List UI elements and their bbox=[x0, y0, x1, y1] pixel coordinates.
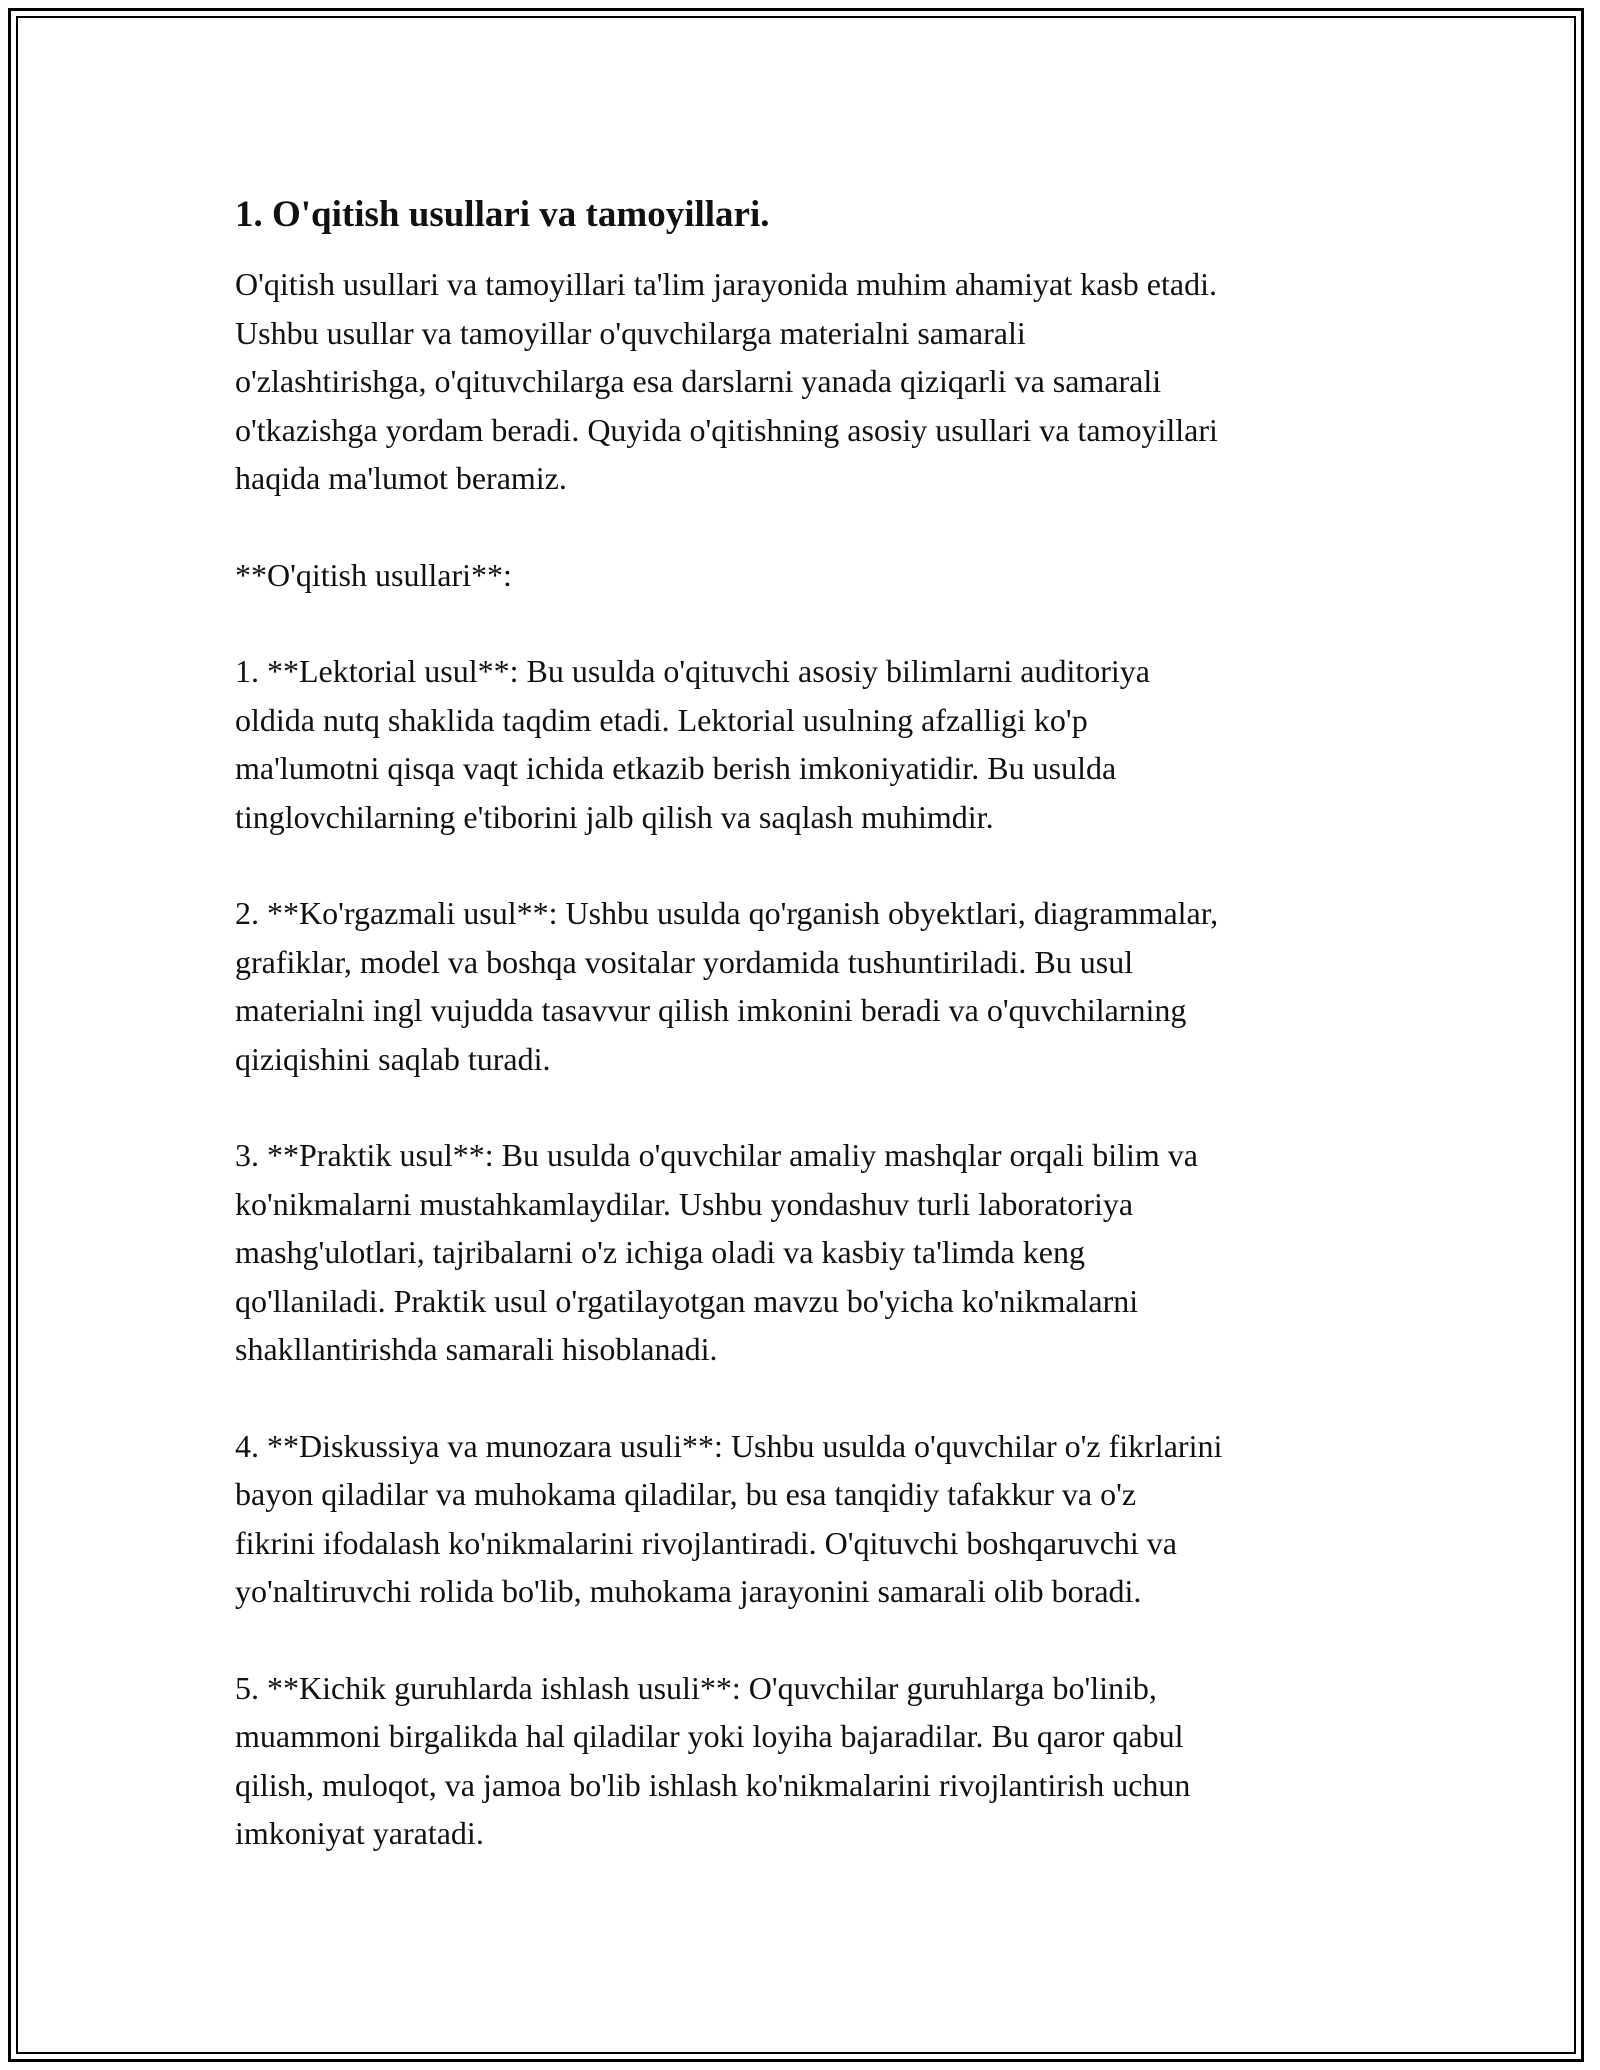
document-body bbox=[235, 190, 1375, 1906]
intro-paragraph: O'qitish usullari va tamoyillari ta'lim jarayonida muhim ahamiyat kasb etadi. Ushbu usullar va tamoyillar o'quvchilarga materialni samarali o'zlashtirishga, o'qituvchilarga esa darslarni yanada qiziqarli va samarali o'tkazishga yordam beradi. Quyida o'qitishning asosiy usullari va tamoyillari haqida ma'lumot beramiz. bbox=[235, 266, 1218, 496]
method-paragraph-practical: 3. **Praktik usul**: Bu usulda o'quvchilar amaliy mashqlar orqali bilim va ko'nikmalarni mustahkamlaydilar. Ushbu yondashuv turli laboratoriya mashg'ulotlari, tajribalarni o'z ichiga oladi va kasbiy ta'limda keng qo'llaniladi. Praktik usul o'rgatilayotgan mavzu bo'yicha ko'nikmalarni shakllantirishda samarali hisoblanadi. bbox=[235, 1137, 1198, 1367]
method-paragraph-discussion: 4. **Diskussiya va munozara usuli**: Ushbu usulda o'quvchilar o'z fikrlarini bayon qiladilar va muhokama qiladilar, bu esa tanqidiy tafakkur va o'z fikrini ifodalash ko'nikmalarini rivojlantiradi. O'qituvchi boshqaruvchi va yo'naltiruvchi rolida bo'lib, muhokama jarayonini samarali olib boradi. bbox=[235, 1427, 1223, 1609]
section-heading-methods: **O'qitish usullari**: bbox=[235, 556, 512, 593]
document-title: 1. O'qitish usullari va tamoyillari. bbox=[235, 194, 770, 235]
method-paragraph-lecture: 1. **Lektorial usul**: Bu usulda o'qituvchi asosiy bilimlarni auditoriya oldida nutq shaklida taqdim etadi. Lektorial usulning afzalligi ko'p ma'lumotni qisqa vaqt ichida etkazib berish imkoniyatidir. Bu usulda tinglovchilarning e'tiborini jalb qilish va saqlash muhimdir. bbox=[235, 653, 1150, 835]
method-paragraph-visual: 2. **Ko'rgazmali usul**: Ushbu usulda qo'rganish obyektlari, diagrammalar, grafiklar, model va boshqa vositalar yordamida tushuntiriladi. Bu usul materialni ingl vujudda tasavvur qilish imkonini beradi va o'quvchilarning qiziqishini saqlab turadi. bbox=[235, 895, 1219, 1077]
method-paragraph-small-groups: 5. **Kichik guruhlarda ishlash usuli**: O'quvchilar guruhlarga bo'linib, muammoni birgalikda hal qiladilar yoki loyiha bajaradilar. Bu qaror qabul qilish, muloqot, va jamoa bo'lib ishlash ko'nikmalarini rivojlantirish uchun imkoniyat yaratadi. bbox=[235, 1669, 1191, 1851]
